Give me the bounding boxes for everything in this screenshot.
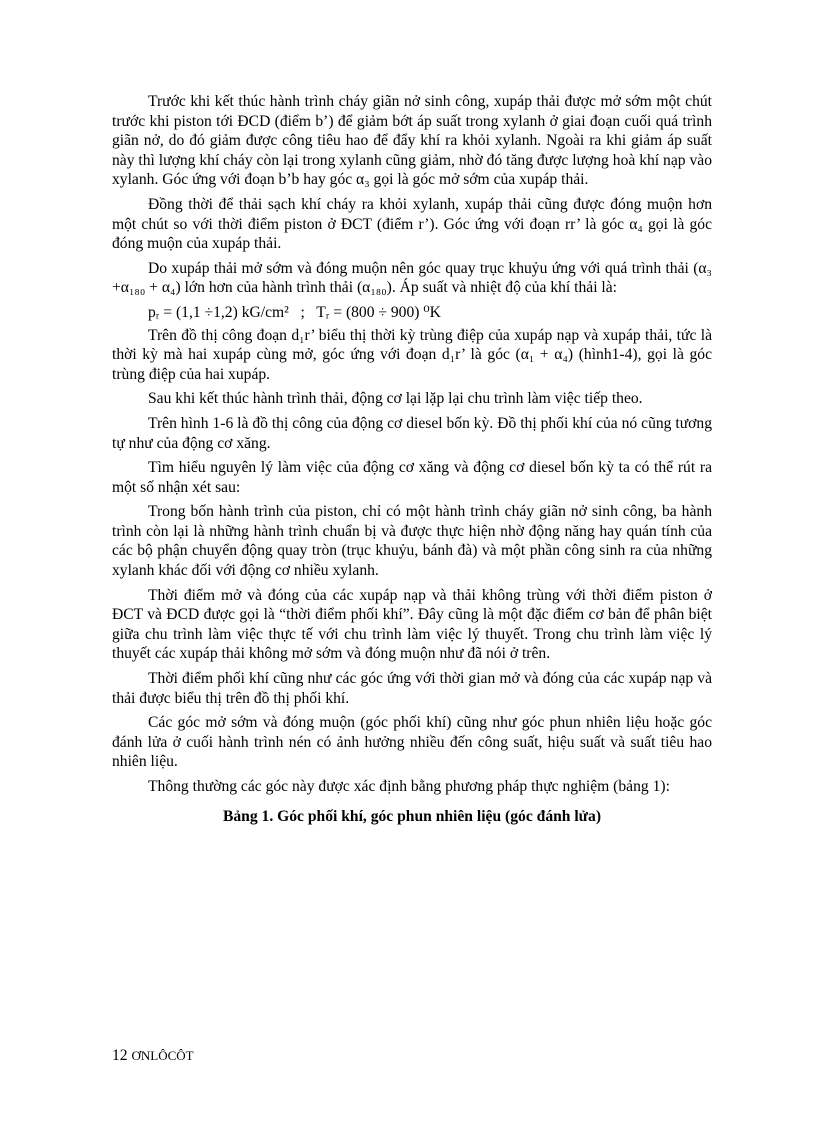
paragraph-timing-diagram: Thời điểm phối khí cũng như các góc ứng với thời gian mở và đóng của các xupáp nạp và thải được biểu thị trên đồ thị phối khí.	[112, 670, 712, 707]
formula-exhaust-pressure-temperature: pᵣ = (1,1 ÷1,2) kG/cm² ; Tᵣ = (800 ÷ 900) ⁰K	[148, 303, 441, 321]
paragraph-experimental: Thông thường các góc này được xác định bằng phương pháp thực nghiệm (bảng 1):	[148, 778, 670, 795]
paragraph-next-cycle: Sau khi kết thúc hành trình thải, động cơ lại lặp lại chu trình làm việc tiếp theo.	[148, 390, 643, 408]
paragraph-valve-timing: Thời điểm mở và đóng của các xupáp nạp và thải không trùng với thời điểm piston ở ĐCT và ĐCD được gọi là “thời điểm phối khí”. Đây cũng là một đặc điểm cơ bản để phân biệt giữa chu trình làm việc thực tế với chu trình làm việc lý thuyết. Trong chu trình làm việc lý thuyết các xupáp thải không mở sớm và đóng muộn như đã nói ở trên.	[112, 586, 712, 663]
page-footer	[112, 1046, 194, 1065]
paragraph-exhaust-open-early: Trước khi kết thúc hành trình cháy giãn nở sinh công, xupáp thải được mở sớm một chút trước khi piston tới ĐCD (điểm b’) để giảm bớt áp suất trong xylanh ở giai đoạn cuối quá trình giãn nở, do đó giảm được công tiêu hao để đẩy khí ra khỏi xylanh. Ngoài ra khi giảm áp suất này thì lượng khí cháy còn lại trong xylanh cũng giảm, nhờ đó tăng được lượng hoà khí nạp vào xylanh. Góc ứng với đoạn b’b hay góc α₃ gọi là góc mở sớm của xupáp thải.	[112, 93, 712, 189]
paragraph-remarks-intro: Tìm hiểu nguyên lý làm việc của động cơ xăng và động cơ diesel bốn kỳ ta có thể rút ra một số nhận xét sau:	[112, 459, 712, 496]
paragraph-overlap: Trên đồ thị công đoạn d₁r’ biểu thị thời kỳ trùng điệp của xupáp nạp và xupáp thải, tức là thời kỳ mà hai xupáp cùng mở, góc ứng với đoạn d₁r’ là góc (α₁ + α₄) (hình1-4), gọi là góc trùng điệp của hai xupáp.	[112, 326, 712, 383]
paragraph-angle-influence: Các góc mở sớm và đóng muộn (góc phối khí) cũng như góc phun nhiên liệu hoặc góc đánh lửa ở cuối hành trình nén có ảnh hưởng nhiều đến công suất, hiệu suất và suất tiêu hao nhiên liệu.	[112, 714, 712, 771]
page-number: 12	[112, 1047, 128, 1064]
paragraph-exhaust-close-late: Đồng thời để thải sạch khí cháy ra khỏi xylanh, xupáp thải cũng được đóng muộn hơn một chút so với thời điểm piston ở ĐCT (điểm r’). Góc ứng với đoạn rr’ là góc α₄ gọi là góc đóng muộn của xupáp thải.	[112, 195, 712, 253]
paragraph-diesel-diagram: Trên hình 1-6 là đồ thị công của động cơ diesel bốn kỳ. Đồ thị phối khí của nó cũng tương tự như của động cơ xăng.	[112, 414, 712, 452]
footer-brand: ƠNLÔCÔT	[131, 1048, 194, 1063]
paragraph-exhaust-angle: Do xupáp thải mở sớm và đóng muộn nên góc quay trục khuỷu ứng với quá trình thải (α₃ +α₁₈₀ + α₄) lớn hơn của hành trình thải (α₁₈₀). Áp suất và nhiệt độ của khí thải là:	[112, 259, 712, 297]
paragraph-power-stroke: Trong bốn hành trình của piston, chỉ có một hành trình cháy giãn nở sinh công, ba hành trình còn lại là những hành trình chuẩn bị và được thực hiện nhờ động năng hay quán tính của các bộ phận chuyển động quay tròn (trục khuỷu, bánh đà) và một phần công sinh ra của những xylanh khác đối với động cơ nhiều xylanh.	[112, 503, 712, 580]
page-body	[112, 92, 712, 826]
table-caption: Bảng 1. Góc phối khí, góc phun nhiên liệu (góc đánh lửa)	[222, 807, 602, 825]
